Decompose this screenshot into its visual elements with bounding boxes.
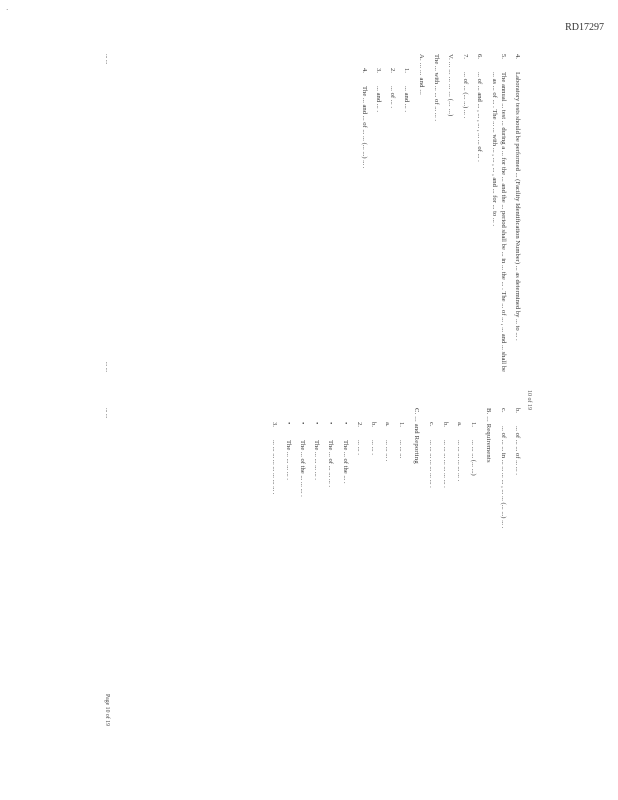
right-footer [104,408,110,726]
list-item: • The ... of ... ... ... . [327,422,335,488]
list-item: 6. ... of ... and ... , ... , ... , ... ... of ... . [476,54,484,162]
reporting-list [269,408,406,726]
list-item: c. ... ... ... ... ... ... ... . [427,422,435,488]
section-paragraph: The ... with ... ... of ... ... . [432,54,440,122]
list-item: 3. ... and ... . [374,68,382,113]
document-id: RD17297 [565,22,604,33]
right-column [112,408,522,726]
footer-right-text: ... ... [104,361,110,372]
list-item: b. ... ... . [369,422,377,455]
section-heading: V. ... ... ... ... ... (... ...) [446,54,454,117]
sub-heading: A. ... ... and ... [417,54,425,95]
rotated-content [96,30,536,750]
list-item: 1. ... and ... . [403,68,411,113]
page-number: Page 10 of 19 [104,693,110,726]
list-item: 5. The annual ... test ... during a ... for the ... and the ... period shall be ... in ... the ... . The ... of ... , ... and ... shall be ... as ... of ... . The ... ... with ... , ... , ... , and ... for ... to ... . [490,54,507,372]
list-item: 1. ... ... ... (... ...) [470,422,478,476]
footer-left-text: ... ... [104,54,110,65]
section-heading-2: C. ... and Reporting [412,408,420,464]
sub-list [427,408,479,726]
list-item: • The ... ... ... ... . [313,422,321,480]
left-column [112,54,522,372]
section-heading: B. ... Requirements [484,408,492,463]
list-item: a. ... ... ... ... ... ... . [456,422,464,482]
list-item: • The ... ... ... ... . [284,422,292,480]
list-item: 1. ... ... ... [398,422,406,459]
list-item: 2. ... of ... . [389,68,397,108]
list-item: 7. ... of ... (... ...) ... . [462,54,470,119]
list-item: • The ... of the ... . [341,422,349,484]
list-item: • The ... of the ... ... ... . [298,422,306,497]
list-item: 4. Laboratory tests should be performed ... (Facility Identification Number) ... as determined by ... to ... . [514,54,521,341]
list-item: b. ... of ... ... of ... ... . [514,408,521,475]
list-item: 3. ... ... ... ... ... ... ... ... . [270,422,278,495]
list-item: b. ... ... ... ... ... ... ... . [441,422,449,488]
list-item: 4. The ... and ... of ... ... (... ...) ... . [360,68,368,169]
list-item: 2. ... ... . [355,422,363,455]
left-footer [104,54,110,372]
scanned-page [96,30,536,750]
list-item: a. ... ... ... . [384,422,392,462]
list-item: c. ... of ... ... in ... ... ... ... , ... ... (... ...) ... . [499,408,507,529]
sub-list [360,54,412,372]
footer-left-text: ... ... [104,408,110,419]
corner-mark: · [6,6,9,14]
page-label: 10 of 19 [526,390,532,410]
